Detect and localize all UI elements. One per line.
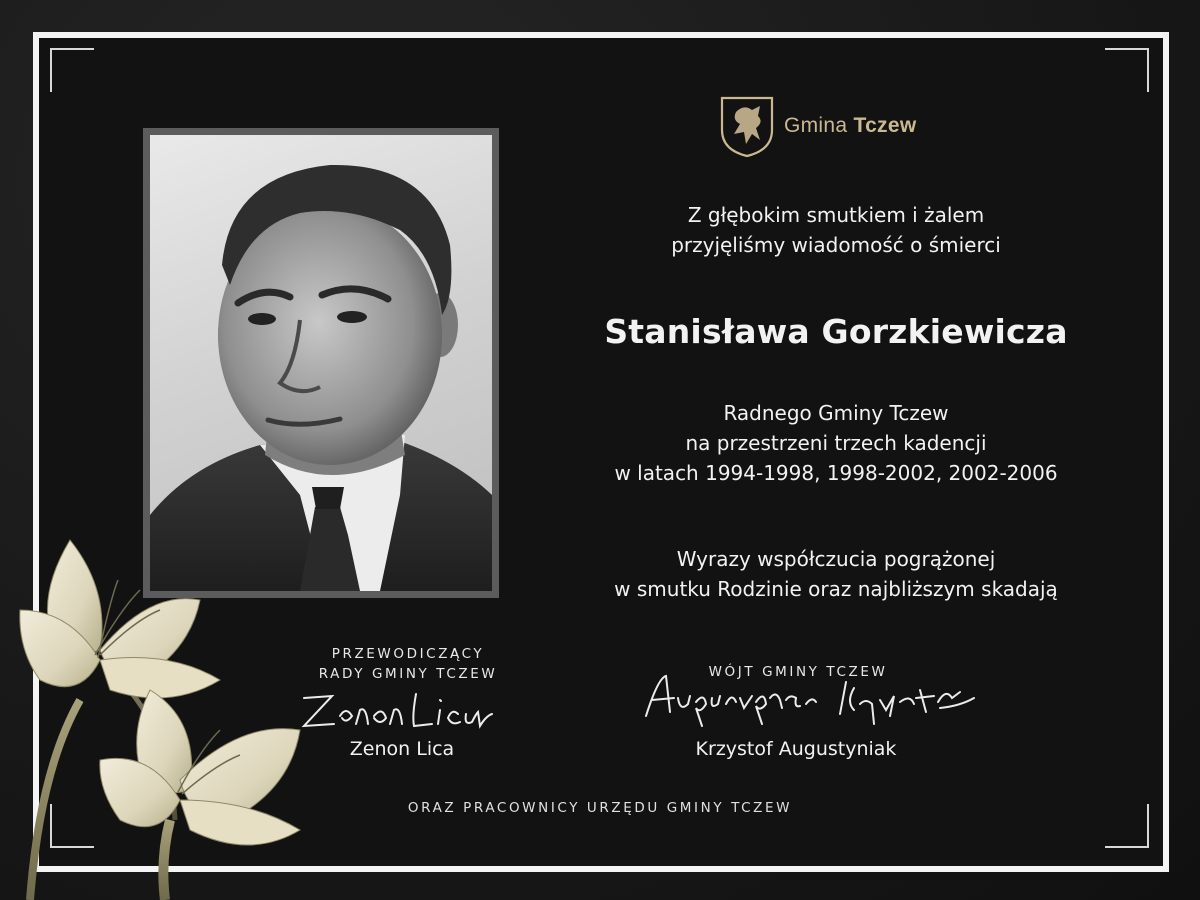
left-signatory-title-line-1: PRZEWODICZĄCY [331,646,485,662]
footer-staff-line: ORAZ PRACOWNICY URZĘDU GMINY TCZEW [407,800,793,816]
griffin-shield-icon [718,94,776,158]
role-line-2: na przestrzeni trzech kadencji [685,431,987,455]
logo-name-bold: Tczew [853,114,917,137]
left-signatory-title-line-2: RADY GMINY TCZEW [318,666,498,682]
right-signatory-title: WÓJT GMINY TCZEW [708,664,888,680]
intro-line-1: Z głębokim smutkiem i żalem [687,203,985,227]
role-line-3: w latach 1994-1998, 1998-2002, 2002-2006 [614,461,1058,485]
right-handwritten-signature [640,668,980,734]
logo-wordmark [784,114,916,138]
condolence-line-2: w smutku Rodzinie oraz najbliższym skadają [614,577,1058,601]
role-text [536,398,1136,488]
intro-text [566,200,1106,260]
portrait-frame [143,128,499,598]
portrait-photo [150,135,492,591]
portrait-illustration [150,135,492,591]
condolence-text [546,544,1126,604]
corner-ornament-bottom-right [1105,804,1149,848]
role-line-1: Radnego Gminy Tczew [723,401,949,425]
deceased-name: Stanisława Gorzkiewicza [604,312,1068,351]
left-signatory-name: Zenon Lica [349,738,455,760]
corner-ornament-top-left [50,48,94,92]
intro-line-2: przyjęliśmy wiadomość o śmierci [671,233,1001,257]
corner-ornament-top-right [1105,48,1149,92]
condolence-line-1: Wyrazy współczucia pogrążonej [676,547,996,571]
gmina-tczew-logo [718,94,916,158]
right-signatory-name: Krzystof Augustyniak [695,738,897,760]
logo-name-regular: Gmina [784,114,848,137]
lily-flowers-decoration [0,530,330,900]
